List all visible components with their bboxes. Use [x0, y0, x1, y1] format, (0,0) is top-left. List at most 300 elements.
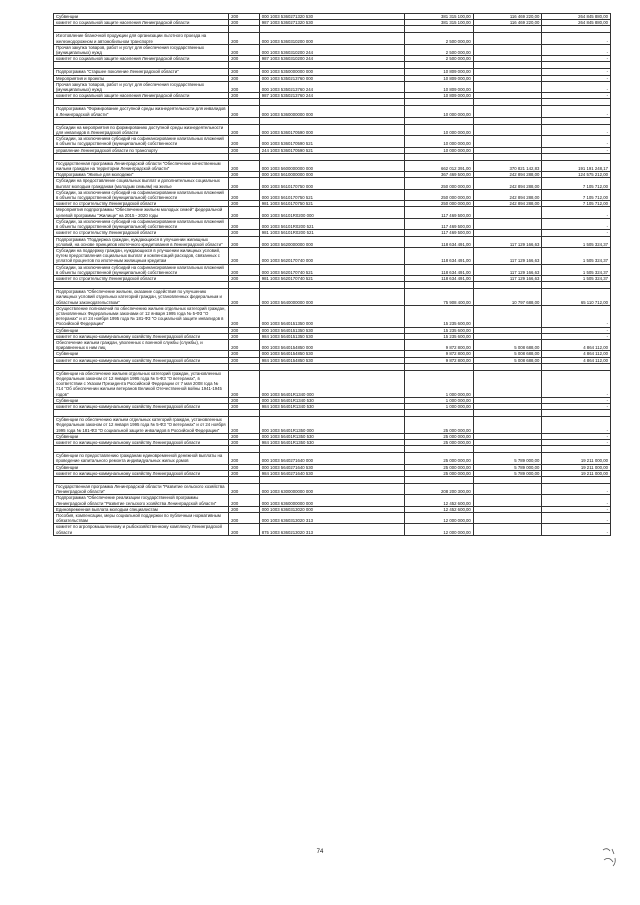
- row-admin-code: 200: [229, 81, 260, 92]
- row-remaining-amount: 7 105 712,00: [542, 178, 611, 189]
- spacer-cell: [259, 282, 405, 289]
- row-approved-amount: 1 000 000,00: [405, 370, 474, 397]
- row-admin-code: 200: [229, 201, 260, 207]
- row-admin-code: 200: [229, 433, 260, 439]
- row-executed-amount: 370 821 142,83: [473, 160, 542, 171]
- row-remaining-amount: 7 105 712,00: [542, 189, 611, 200]
- row-budget-code: 000 1003 6360313020 313: [259, 513, 405, 524]
- row-name: комитет по социальной защите населения Ленинградской области: [54, 93, 229, 99]
- row-admin-code: 200: [229, 453, 260, 464]
- row-remaining-amount: 1 505 324,37: [542, 236, 611, 247]
- row-admin-code: 200: [229, 75, 260, 81]
- row-budget-code: 000 1003 5640154850 000: [259, 339, 405, 350]
- row-admin-code: 200: [229, 147, 260, 153]
- row-executed-amount: 117 129 166,63: [473, 247, 542, 264]
- row-budget-code: 000 1003 56401R1340 000: [259, 370, 405, 397]
- row-approved-amount: 25 000 000,00: [405, 417, 474, 434]
- row-executed-amount: 117 129 166,63: [473, 236, 542, 247]
- row-executed-amount: [473, 305, 542, 327]
- row-spacer: [54, 62, 611, 69]
- row-approved-amount: 75 908 400,00: [405, 289, 474, 306]
- row-approved-amount: 12 000 000,00: [405, 524, 474, 535]
- table-row: [54, 81, 611, 92]
- row-budget-code: 000 1003 5350000000 000: [259, 69, 405, 75]
- row-spacer: [54, 282, 611, 289]
- row-approved-amount: 208 200 300,00: [405, 484, 474, 495]
- row-name: Прочая закупка товаров, работ и услуг для обеспечения государственных (муниципальных) нужд: [54, 44, 229, 55]
- spacer-cell: [259, 117, 405, 124]
- row-name: Единовременная выплата молодым специалистам: [54, 506, 229, 512]
- row-approved-amount: 2 500 000,00: [405, 44, 474, 55]
- table-row: [54, 417, 611, 434]
- spacer-cell: [259, 99, 405, 106]
- row-remaining-amount: 4 864 112,00: [542, 357, 611, 363]
- table-row: [54, 524, 611, 535]
- row-executed-amount: 242 894 288,00: [473, 178, 542, 189]
- row-admin-code: 200: [229, 247, 260, 264]
- row-approved-amount: 118 634 491,00: [405, 247, 474, 264]
- row-approved-amount: 118 634 491,00: [405, 236, 474, 247]
- row-name: комитет по строительству Ленинградской области: [54, 201, 229, 207]
- spacer-cell: [54, 410, 229, 417]
- row-admin-code: 200: [229, 230, 260, 236]
- row-remaining-amount: -: [542, 75, 611, 81]
- row-name: Субвенции на обеспечение жильем отдельных категорий граждан, установленных Федеральным законом от 12 января 1995 года № 5-ФЗ "О ветеранах", в соответствии с Указом Президента Российской Федерации от 7 мая 2008 года № 714 "Об обеспечении жильем ветеранов Великой Отечественной войны 1941-1945 годов": [54, 370, 229, 397]
- row-budget-code: 000 1003 5640271640 000: [259, 453, 405, 464]
- row-name: Субвенции: [54, 14, 229, 20]
- row-remaining-amount: -: [542, 370, 611, 397]
- row-approved-amount: 250 000 000,00: [405, 201, 474, 207]
- row-approved-amount: 9 872 800,00: [405, 357, 474, 363]
- table-row: [54, 264, 611, 275]
- row-remaining-amount: -: [542, 136, 611, 147]
- row-budget-code: 987 1003 5360310200 244: [259, 56, 405, 62]
- row-budget-code: 000 1003 6300000000 000: [259, 484, 405, 495]
- row-admin-code: 200: [229, 339, 260, 350]
- row-budget-code: 000 1003 5600000000 000: [259, 160, 405, 171]
- row-name: Подпрограмма "Обеспечение жильем, оказание содействия по улучшению жилищных условий отдельных категорий граждан, установленных федеральным и областным законодательством": [54, 289, 229, 306]
- spacer-cell: [54, 477, 229, 484]
- row-admin-code: 200: [229, 370, 260, 397]
- row-remaining-amount: -: [542, 124, 611, 135]
- table-row: [54, 207, 611, 218]
- row-budget-code: 000 1003 5610170750 521: [259, 189, 405, 200]
- row-name: Пособия, компенсации, меры социальной поддержки по публичным нормативным обязательствам: [54, 513, 229, 524]
- table-row: [54, 124, 611, 135]
- row-approved-amount: 15 235 600,00: [405, 327, 474, 333]
- row-remaining-amount: -: [542, 69, 611, 75]
- spacer-cell: [405, 446, 474, 453]
- row-remaining-amount: 1 505 324,37: [542, 275, 611, 281]
- table-row: [54, 247, 611, 264]
- row-admin-code: 200: [229, 124, 260, 135]
- row-spacer: [54, 477, 611, 484]
- row-name: Обеспечение жильем граждан, уволенных с военной службы (службы), и приравненных к ним лиц: [54, 339, 229, 350]
- row-spacer: [54, 117, 611, 124]
- spacer-cell: [259, 153, 405, 160]
- table-row: [54, 160, 611, 171]
- row-budget-code: 000 1003 5640151350 000: [259, 305, 405, 327]
- row-remaining-amount: -: [542, 230, 611, 236]
- row-budget-code: 984 1003 5640154850 530: [259, 357, 405, 363]
- spacer-cell: [405, 99, 474, 106]
- spacer-cell: [405, 477, 474, 484]
- row-remaining-amount: 19 211 000,00: [542, 453, 611, 464]
- row-executed-amount: 116 469 220,00: [473, 14, 542, 20]
- row-name: Прочая закупка товаров, работ и услуг для обеспечения государственных (муниципальных) нужд: [54, 81, 229, 92]
- spacer-cell: [54, 446, 229, 453]
- row-remaining-amount: -: [542, 106, 611, 117]
- spacer-cell: [259, 410, 405, 417]
- spacer-cell: [405, 410, 474, 417]
- budget-table-body: [54, 14, 611, 536]
- table-row: [54, 339, 611, 350]
- row-remaining-amount: -: [542, 93, 611, 99]
- spacer-cell: [473, 477, 542, 484]
- table-row: [54, 370, 611, 397]
- row-admin-code: 200: [229, 484, 260, 495]
- spacer-cell: [542, 363, 611, 370]
- row-name: комитет по строительству Ленинградской области: [54, 275, 229, 281]
- row-name: Подпрограмма "Старшее поколение Ленинградской области": [54, 69, 229, 75]
- spacer-cell: [473, 26, 542, 33]
- row-executed-amount: [473, 417, 542, 434]
- row-budget-code: 984 1003 56401R1340 530: [259, 403, 405, 409]
- row-admin-code: 200: [229, 470, 260, 476]
- row-remaining-amount: 124 575 212,00: [542, 172, 611, 178]
- row-name: Субвенции: [54, 433, 229, 439]
- spacer-cell: [542, 26, 611, 33]
- row-admin-code: 200: [229, 464, 260, 470]
- row-executed-amount: 117 129 166,63: [473, 264, 542, 275]
- row-executed-amount: 5 789 000,00: [473, 464, 542, 470]
- row-remaining-amount: -: [542, 207, 611, 218]
- spacer-cell: [54, 99, 229, 106]
- row-remaining-amount: -: [542, 305, 611, 327]
- row-budget-code: 000 1003 5640000000 000: [259, 289, 405, 306]
- row-approved-amount: 117 469 500,00: [405, 207, 474, 218]
- row-approved-amount: 2 500 000,00: [405, 33, 474, 44]
- spacer-cell: [405, 26, 474, 33]
- row-budget-code: 984 1003 5640271640 530: [259, 470, 405, 476]
- row-executed-amount: [473, 218, 542, 229]
- row-name: Осуществление полномочий по обеспечению жильем отдельных категорий граждан, установленных Федеральными законами от 12 января 1995 года № 5-ФЗ "О ветеранах" и от 24 ноября 1995 года № 181-ФЗ "О социальной защите инвалидов в Российской Федерации": [54, 305, 229, 327]
- row-budget-code: 000 1003 5360170590 521: [259, 136, 405, 147]
- row-remaining-amount: -: [542, 484, 611, 495]
- row-executed-amount: 242 894 288,00: [473, 189, 542, 200]
- row-admin-code: 200: [229, 327, 260, 333]
- row-approved-amount: 25 000 000,00: [405, 453, 474, 464]
- row-approved-amount: 12 452 600,00: [405, 495, 474, 506]
- row-budget-code: 000 1003 6360313020 000: [259, 506, 405, 512]
- row-remaining-amount: 4 864 112,00: [542, 339, 611, 350]
- row-executed-amount: 5 789 000,00: [473, 470, 542, 476]
- spacer-cell: [229, 153, 260, 160]
- row-budget-code: 984 1003 56401R1350 530: [259, 440, 405, 446]
- row-remaining-amount: -: [542, 433, 611, 439]
- row-remaining-amount: -: [542, 440, 611, 446]
- row-budget-code: 000 1003 5360271320 530: [259, 14, 405, 20]
- row-budget-code: 000 1003 56101R0200 521: [259, 218, 405, 229]
- row-approved-amount: 9 872 800,00: [405, 339, 474, 350]
- row-name: комитет по строительству Ленинградской области: [54, 230, 229, 236]
- row-executed-amount: 5 008 688,00: [473, 351, 542, 357]
- spacer-cell: [229, 282, 260, 289]
- row-approved-amount: 9 872 800,00: [405, 351, 474, 357]
- row-remaining-amount: -: [542, 44, 611, 55]
- row-approved-amount: 117 469 500,00: [405, 230, 474, 236]
- spacer-cell: [259, 26, 405, 33]
- row-approved-amount: 25 000 000,00: [405, 440, 474, 446]
- spacer-cell: [54, 153, 229, 160]
- row-name: комитет по жилищно-коммунальному хозяйству Ленинградской области: [54, 470, 229, 476]
- row-admin-code: 200: [229, 351, 260, 357]
- row-approved-amount: 10 809 000,00: [405, 69, 474, 75]
- row-name: Субвенции: [54, 351, 229, 357]
- row-remaining-amount: 7 105 712,00: [542, 201, 611, 207]
- spacer-cell: [259, 477, 405, 484]
- spacer-cell: [405, 282, 474, 289]
- spacer-cell: [473, 62, 542, 69]
- row-approved-amount: 15 235 600,00: [405, 305, 474, 327]
- row-spacer: [54, 99, 611, 106]
- spacer-cell: [259, 62, 405, 69]
- row-approved-amount: 118 634 491,00: [405, 275, 474, 281]
- row-name: комитет по жилищно-коммунальному хозяйству Ленинградской области: [54, 333, 229, 339]
- row-budget-code: 000 1003 5620000000 000: [259, 236, 405, 247]
- row-admin-code: 200: [229, 44, 260, 55]
- spacer-cell: [405, 62, 474, 69]
- row-approved-amount: 25 000 000,00: [405, 433, 474, 439]
- spacer-cell: [229, 363, 260, 370]
- row-remaining-amount: -: [542, 397, 611, 403]
- table-row: [54, 484, 611, 495]
- spacer-cell: [542, 477, 611, 484]
- row-name: Мероприятия и проекты: [54, 75, 229, 81]
- row-approved-amount: 25 000 000,00: [405, 464, 474, 470]
- row-spacer: [54, 153, 611, 160]
- row-remaining-amount: -: [542, 56, 611, 62]
- spacer-cell: [229, 26, 260, 33]
- spacer-cell: [473, 410, 542, 417]
- row-executed-amount: [473, 484, 542, 495]
- row-budget-code: 000 1003 56401R1350 530: [259, 433, 405, 439]
- row-admin-code: 200: [229, 524, 260, 535]
- row-spacer: [54, 410, 611, 417]
- row-budget-code: 000 1003 6360000000 000: [259, 495, 405, 506]
- row-name: Субвенции по предоставлению гражданам единовременной денежной выплаты на проведение капитального ремонта индивидуальных жилых домов: [54, 453, 229, 464]
- spacer-cell: [542, 99, 611, 106]
- row-name: Субсидии на предоставление социальных выплат и дополнительных социальных выплат молодым гражданам (молодым семьям) на жилье: [54, 178, 229, 189]
- page-number: 74: [316, 849, 324, 855]
- row-name: Субсидии, за исключением субсидий на софинансирование капитальных вложений в объекты государственной (муниципальной) собственности: [54, 218, 229, 229]
- row-budget-code: 984 1003 5640151350 530: [259, 333, 405, 339]
- spacer-cell: [405, 363, 474, 370]
- row-remaining-amount: 19 211 000,00: [542, 470, 611, 476]
- row-approved-amount: 15 235 600,00: [405, 333, 474, 339]
- row-spacer: [54, 446, 611, 453]
- row-admin-code: 200: [229, 178, 260, 189]
- row-approved-amount: 381 315 100,00: [405, 14, 474, 20]
- row-remaining-amount: -: [542, 81, 611, 92]
- row-name: Изготовление бланочной продукции для организации льготного проезда на железнодорожном и автомобильном транспорте: [54, 33, 229, 44]
- table-row: [54, 453, 611, 464]
- row-executed-amount: 5 008 688,00: [473, 339, 542, 350]
- spacer-cell: [54, 282, 229, 289]
- table-row: [54, 513, 611, 524]
- row-approved-amount: 2 500 000,00: [405, 56, 474, 62]
- row-approved-amount: 25 000 000,00: [405, 470, 474, 476]
- row-admin-code: 200: [229, 275, 260, 281]
- table-row: [54, 136, 611, 147]
- spacer-cell: [542, 62, 611, 69]
- spacer-cell: [229, 99, 260, 106]
- row-name: Субсидии, за исключением субсидий на софинансирование капитальных вложений в объекты государственной (муниципальной) собственности: [54, 189, 229, 200]
- row-admin-code: 200: [229, 440, 260, 446]
- row-admin-code: 200: [229, 495, 260, 506]
- row-budget-code: 000 1003 5360170590 000: [259, 124, 405, 135]
- row-approved-amount: 10 000 000,00: [405, 124, 474, 135]
- spacer-cell: [259, 446, 405, 453]
- row-budget-code: 244 1003 5360170590 521: [259, 147, 405, 153]
- row-name: Субвенции: [54, 464, 229, 470]
- row-name: Субсидии, за исключением субсидий на софинансирование капитальных вложений в объекты государственной (муниципальной) собственности: [54, 264, 229, 275]
- row-budget-code: 000 1003 5610000000 000: [259, 172, 405, 178]
- row-name: Подпрограмма "Обеспечение реализации государственной программы Ленинградской области "Развитие сельского хозяйства Ленинградской области": [54, 495, 229, 506]
- row-name: Подпрограмма "Жилье для молодежи": [54, 172, 229, 178]
- row-executed-amount: [473, 33, 542, 44]
- row-name: Субсидии на мероприятия по формированию доступной среды жизнедеятельности для инвалидов в Ленинградской области: [54, 124, 229, 135]
- row-spacer: [54, 363, 611, 370]
- row-budget-code: 987 1003 5350213760 244: [259, 93, 405, 99]
- row-budget-code: 000 1003 5640151350 530: [259, 327, 405, 333]
- row-admin-code: 200: [229, 93, 260, 99]
- table-row: [54, 33, 611, 44]
- row-remaining-amount: -: [542, 147, 611, 153]
- row-remaining-amount: 264 845 880,00: [542, 20, 611, 26]
- row-remaining-amount: -: [542, 417, 611, 434]
- row-budget-code: 987 1003 5360271320 530: [259, 20, 405, 26]
- handwritten-mark-icon: [600, 846, 620, 868]
- row-admin-code: 200: [229, 33, 260, 44]
- spacer-cell: [542, 282, 611, 289]
- row-remaining-amount: 191 191 248,17: [542, 160, 611, 171]
- row-approved-amount: 10 809 000,00: [405, 81, 474, 92]
- row-executed-amount: 5 008 688,00: [473, 357, 542, 363]
- spacer-cell: [542, 410, 611, 417]
- row-approved-amount: 10 809 000,00: [405, 75, 474, 81]
- row-remaining-amount: -: [542, 506, 611, 512]
- table-row: [54, 44, 611, 55]
- row-name: Мероприятия подпрограммы "Обеспечение жильем молодых семей" федеральной целевой программы "Жилище" на 2015 - 2020 годы: [54, 207, 229, 218]
- row-approved-amount: 250 000 000,00: [405, 189, 474, 200]
- row-remaining-amount: 1 505 324,37: [542, 264, 611, 275]
- spacer-cell: [473, 117, 542, 124]
- table-row: [54, 189, 611, 200]
- row-name: комитет по социальной защите населения Ленинградской области: [54, 20, 229, 26]
- row-remaining-amount: -: [542, 495, 611, 506]
- row-budget-code: 981 1003 5610170750 521: [259, 201, 405, 207]
- row-budget-code: 000 1003 5360000000 000: [259, 106, 405, 117]
- spacer-cell: [473, 282, 542, 289]
- spacer-cell: [54, 26, 229, 33]
- row-admin-code: 200: [229, 513, 260, 524]
- row-approved-amount: 10 000 000,00: [405, 136, 474, 147]
- row-remaining-amount: -: [542, 524, 611, 535]
- spacer-cell: [405, 117, 474, 124]
- row-executed-amount: 242 894 288,00: [473, 172, 542, 178]
- row-budget-code: 981 1003 56101R0200 521: [259, 230, 405, 236]
- row-admin-code: 200: [229, 69, 260, 75]
- row-budget-code: 000 1003 56101R0200 000: [259, 207, 405, 218]
- spacer-cell: [54, 62, 229, 69]
- row-name: Субвенции: [54, 327, 229, 333]
- row-approved-amount: 10 809 000,00: [405, 93, 474, 99]
- row-remaining-amount: -: [542, 513, 611, 524]
- spacer-cell: [473, 363, 542, 370]
- row-budget-code: 981 1003 5620170740 521: [259, 275, 405, 281]
- row-approved-amount: 1 000 000,00: [405, 397, 474, 403]
- row-remaining-amount: -: [542, 218, 611, 229]
- table-row: [54, 495, 611, 506]
- row-budget-code: 000 1003 5620170740 521: [259, 264, 405, 275]
- spacer-cell: [259, 363, 405, 370]
- table-row: [54, 218, 611, 229]
- row-spacer: [54, 26, 611, 33]
- row-admin-code: 200: [229, 289, 260, 306]
- row-name: комитет по жилищно-коммунальному хозяйству Ленинградской области: [54, 440, 229, 446]
- row-admin-code: 200: [229, 56, 260, 62]
- spacer-cell: [405, 153, 474, 160]
- row-admin-code: 200: [229, 506, 260, 512]
- row-budget-code: 000 1003 5640154850 530: [259, 351, 405, 357]
- row-budget-code: 000 1003 56401R1340 530: [259, 397, 405, 403]
- row-admin-code: 200: [229, 218, 260, 229]
- row-admin-code: 200: [229, 189, 260, 200]
- budget-table: [53, 13, 611, 536]
- row-executed-amount: 117 129 166,63: [473, 275, 542, 281]
- row-remaining-amount: -: [542, 333, 611, 339]
- row-executed-amount: [473, 524, 542, 535]
- row-admin-code: 200: [229, 236, 260, 247]
- row-approved-amount: 367 469 500,00: [405, 172, 474, 178]
- row-admin-code: 200: [229, 264, 260, 275]
- row-remaining-amount: 1 505 324,37: [542, 247, 611, 264]
- row-executed-amount: 10 797 688,00: [473, 289, 542, 306]
- row-remaining-amount: 4 864 112,00: [542, 351, 611, 357]
- row-name: Субвенции: [54, 397, 229, 403]
- row-budget-code: 000 1003 5620170740 000: [259, 247, 405, 264]
- row-executed-amount: [473, 44, 542, 55]
- row-budget-code: 000 1003 5640271640 530: [259, 464, 405, 470]
- spacer-cell: [473, 446, 542, 453]
- row-admin-code: 200: [229, 333, 260, 339]
- row-name: Субвенции по обеспечению жильем отдельных категорий граждан, установленных Федеральным законом от 12 января 1995 года № 5-ФЗ "О ветеранах" и от 24 ноября 1995 года № 181-ФЗ "О социальной защите инвалидов в Российской Федерации": [54, 417, 229, 434]
- row-admin-code: 200: [229, 160, 260, 171]
- row-budget-code: 875 1003 6360213020 313: [259, 524, 405, 535]
- table-row: [54, 305, 611, 327]
- spacer-cell: [229, 62, 260, 69]
- row-executed-amount: 5 789 000,00: [473, 453, 542, 464]
- row-executed-amount: [473, 495, 542, 506]
- spacer-cell: [229, 410, 260, 417]
- row-name: комитет по жилищно-коммунальному хозяйству Ленинградской области: [54, 357, 229, 363]
- row-admin-code: 200: [229, 403, 260, 409]
- row-remaining-amount: -: [542, 33, 611, 44]
- row-budget-code: 000 1003 5360310200 000: [259, 33, 405, 44]
- row-approved-amount: 118 634 491,00: [405, 264, 474, 275]
- row-approved-amount: 10 000 000,00: [405, 147, 474, 153]
